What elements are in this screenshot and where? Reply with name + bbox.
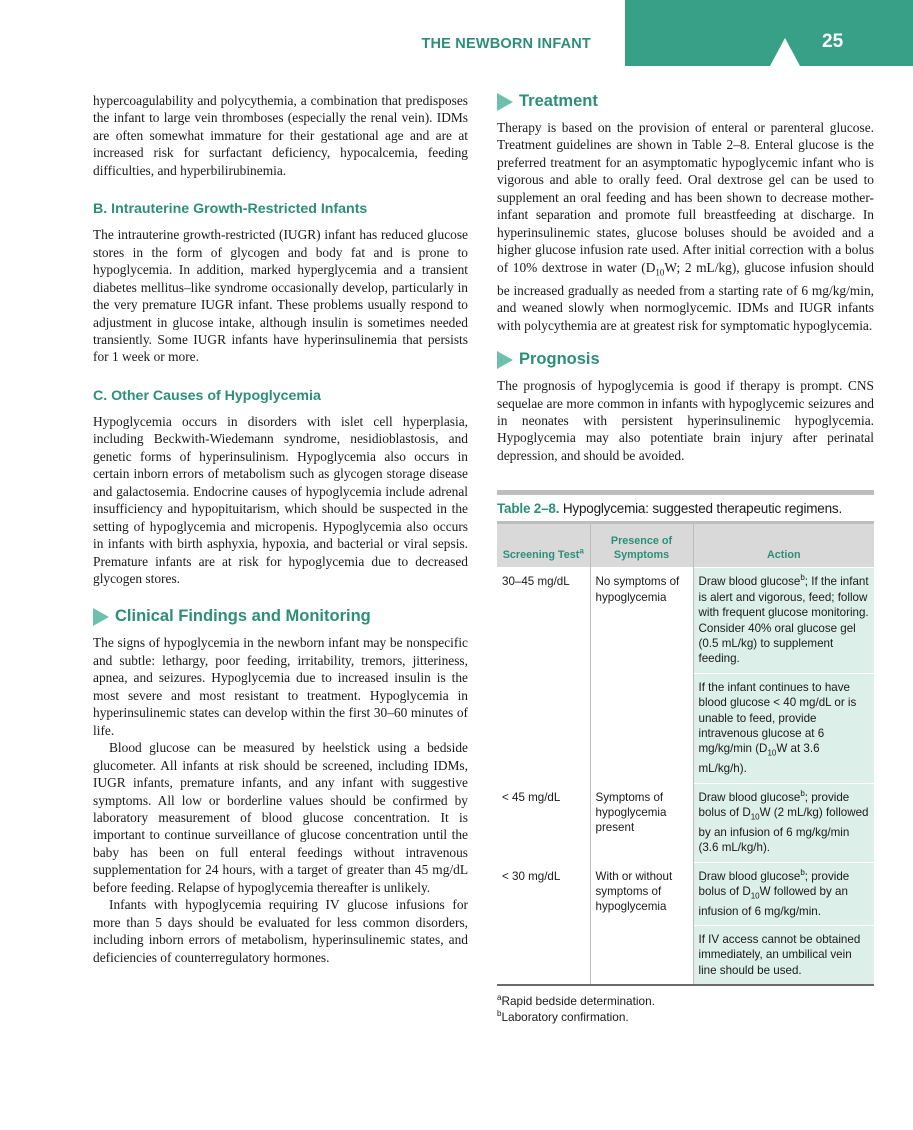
section-triangle-icon [93, 608, 109, 626]
footnote-b: $^b$Laboratory confirmation. [497, 1009, 629, 1025]
heading-treatment-text: Treatment [519, 92, 598, 110]
table-bottom-rule [497, 984, 874, 986]
table-row [497, 673, 874, 783]
heading-iugr-infants: B. Intrauterine Growth-Restricted Infants [93, 201, 368, 218]
paragraph-clinical-2: Blood glucose can be measured by heelstick using a bedside glucometer. All infants at risk should be screened, including IDMs, IUGR infants, premature infants, and any infant with suggestive symptoms. All low or borderline values should be confirmed by laboratory measurement of blood glucose concentration. It is important to continue surveillance of glucose concentration until the baby has been on full enteral feedings without intravenous supplementation for 24 hours, with a target of greater than 45 mg/dL before feeding. Relapse of hypoglycemia thereafter is unlikely. [93, 740, 468, 895]
paragraph-prognosis: The prognosis of hypoglycemia is good if therapy is prompt. CNS sequelae are more common in infants with hypoglycemic seizures and in neonates with persistent hyperinsulinemic hypoglycemia. Hypoglycemia may also potentiate brain injury after perinatal depression, and should be avoided. [497, 378, 874, 463]
paragraph-other-causes: Hypoglycemia occurs in disorders with islet cell hyperplasia, including Beckwith-Wiedemann syndrome, nesidioblastosis, and genetic forms of hyperinsulinism. Hypoglycemia also occurs in certain inborn errors of metabolism such as glycogen storage disease and galactosemia. Endocrine causes of hypoglycemia include adrenal insufficiency and hypopituitarism, which should be suspected in the setting of hypoglycemia and micropenis. Hypoglycemia also occurs in infants with birth asphyxia, hypoxia, and bacterial or viral sepsis. Premature infants are at risk for hypoglycemia due to decreased glycogen stores. [93, 413, 468, 586]
table-row [497, 783, 874, 862]
table-2-8 [497, 490, 874, 1025]
cell-action: If the infant continues to have blood glucose < 40 mg/dL or is unable to feed, provide intravenous glucose at 6 mg/kg/min ($D_{10}W$ at 3.6 mL/kg/h). [693, 673, 874, 783]
cell-screening: < 45 mg/dL [497, 783, 590, 862]
section-triangle-icon [497, 93, 513, 111]
cell-screening: < 30 mg/dL [497, 862, 590, 926]
cell-symptoms: No symptoms of hypoglycemia [590, 568, 693, 673]
table-row [497, 862, 874, 926]
cell-action: Draw blood glucose$^b$; If the infant is alert and vigorous, feed; follow with frequent glucose monitoring. Consider 40% oral glucose gel (0.5 mL/kg) to supplement feeding. [693, 568, 874, 673]
paragraph-iugr: The intrauterine growth-restricted (IUGR) infant has reduced glucose stores in the form of glycogen and body fat and is prone to hypoglycemia. In addition, marked hyperglycemia and a transient diabetes mellitus–like syndrome occasionally develop, particularly in the very premature IUGR infant. These problems usually respond to adjustment in glucose intake, although insulin is sometimes needed transiently. Some IUGR infants have hyperinsulinemia that persists for 1 week or more. [93, 227, 468, 365]
cell-action: Draw blood glucose$^b$; provide bolus of $D_{10}W$ followed by an infusion of 6 mg/kg/min. [693, 862, 874, 926]
cell-symptoms: With or without symptoms of hypoglycemia [590, 862, 693, 926]
cell-symptoms: Symptoms of hypoglycemia present [590, 783, 693, 862]
table-caption: Hypoglycemia: suggested therapeutic regimens. [562, 501, 843, 517]
page-number: 25 [822, 31, 844, 52]
header-triangle-icon [770, 38, 800, 66]
regimen-table [497, 524, 874, 984]
table-footnotes [497, 993, 874, 1025]
right-column [497, 92, 874, 1025]
table-header-row [497, 524, 874, 568]
cell-action: If IV access cannot be obtained immediately, an umbilical vein line should be used. [693, 926, 874, 985]
header-presence-of-symptoms: Presence of Symptoms [590, 524, 693, 568]
heading-clinical-findings-text: Clinical Findings and Monitoring [115, 607, 371, 626]
heading-clinical-findings [93, 607, 468, 626]
running-header-title: THE NEWBORN INFANT [421, 36, 591, 52]
table-title [497, 495, 874, 521]
paragraph-clinical-3: Infants with hypoglycemia requiring IV glucose infusions for more than 5 days should be evaluated for less common disorders, including inborn errors of metabolism, hyperinsulinemic states, and deficiencies of counterregulatory hormones. [93, 897, 468, 965]
header-screening-test: Screening Test$^a$ [497, 524, 590, 568]
cell-screening [497, 926, 590, 985]
heading-prognosis [497, 350, 874, 369]
header-action: Action [693, 524, 874, 568]
table-row [497, 926, 874, 985]
cell-symptoms [590, 926, 693, 985]
heading-treatment [497, 92, 874, 111]
cell-symptoms [590, 673, 693, 783]
cell-screening: 30–45 mg/dL [497, 568, 590, 673]
table-row [497, 568, 874, 673]
page-number-block [625, 0, 913, 66]
paragraph-intro: hypercoagulability and polycythemia, a combination that predisposes the infant to large vein thromboses (especially the renal vein). IDMs are often somewhat immature for their gestational age and are at increased risk for surfactant deficiency, hypocalcemia, feeding difficulties, and hyperbilirubinemia. [93, 93, 468, 178]
footnote-a: $^a$Rapid bedside determination. [497, 993, 655, 1009]
heading-other-causes: C. Other Causes of Hypoglycemia [93, 387, 321, 404]
cell-screening [497, 673, 590, 783]
section-triangle-icon [497, 351, 513, 369]
cell-action: Draw blood glucose$^b$; provide bolus of $D_{10}W$ (2 mL/kg) followed by an infusion of 6 mg/kg/min (3.6 mL/kg/h). [693, 783, 874, 862]
heading-prognosis-text: Prognosis [519, 350, 600, 369]
paragraph-clinical-1: The signs of hypoglycemia in the newborn infant may be nonspecific and subtle: lethargy, poor feeding, irritability, tremors, jitteriness, apnea, and seizures. Hypoglycemia due to increased insulin is the most severe and most resistant to treatment. Hypoglycemia in hyperinsulinemic states can develop within the first 30–60 minutes of life. [93, 635, 468, 738]
table-label: Table 2–8. [497, 501, 560, 517]
paragraph-treatment: Therapy is based on the provision of enteral or parenteral glucose. Treatment guidelines are shown in Table 2–8. Enteral glucose is the preferred treatment for an asymptomatic hypoglycemic infant who is vigorous and able to orally feed. Oral dextrose gel can be used to supplement an oral feeding and has been shown to decrease mother-infant separation and promote full breastfeeding at discharge. In hyperinsulinemic states, glucose boluses should be avoided and a higher glucose infusion rate used. After initial correction with a bolus of 10% dextrose in water ($D_{10}W$; 2 mL/kg), glucose infusion should be increased gradually as needed from a starting rate of 6 mg/kg/min, and weaned slowly when normoglycemic. IDMs and IUGR infants with polycythemia are at greatest risk for symptomatic hypoglycemia. [497, 120, 874, 333]
left-column [93, 92, 468, 966]
